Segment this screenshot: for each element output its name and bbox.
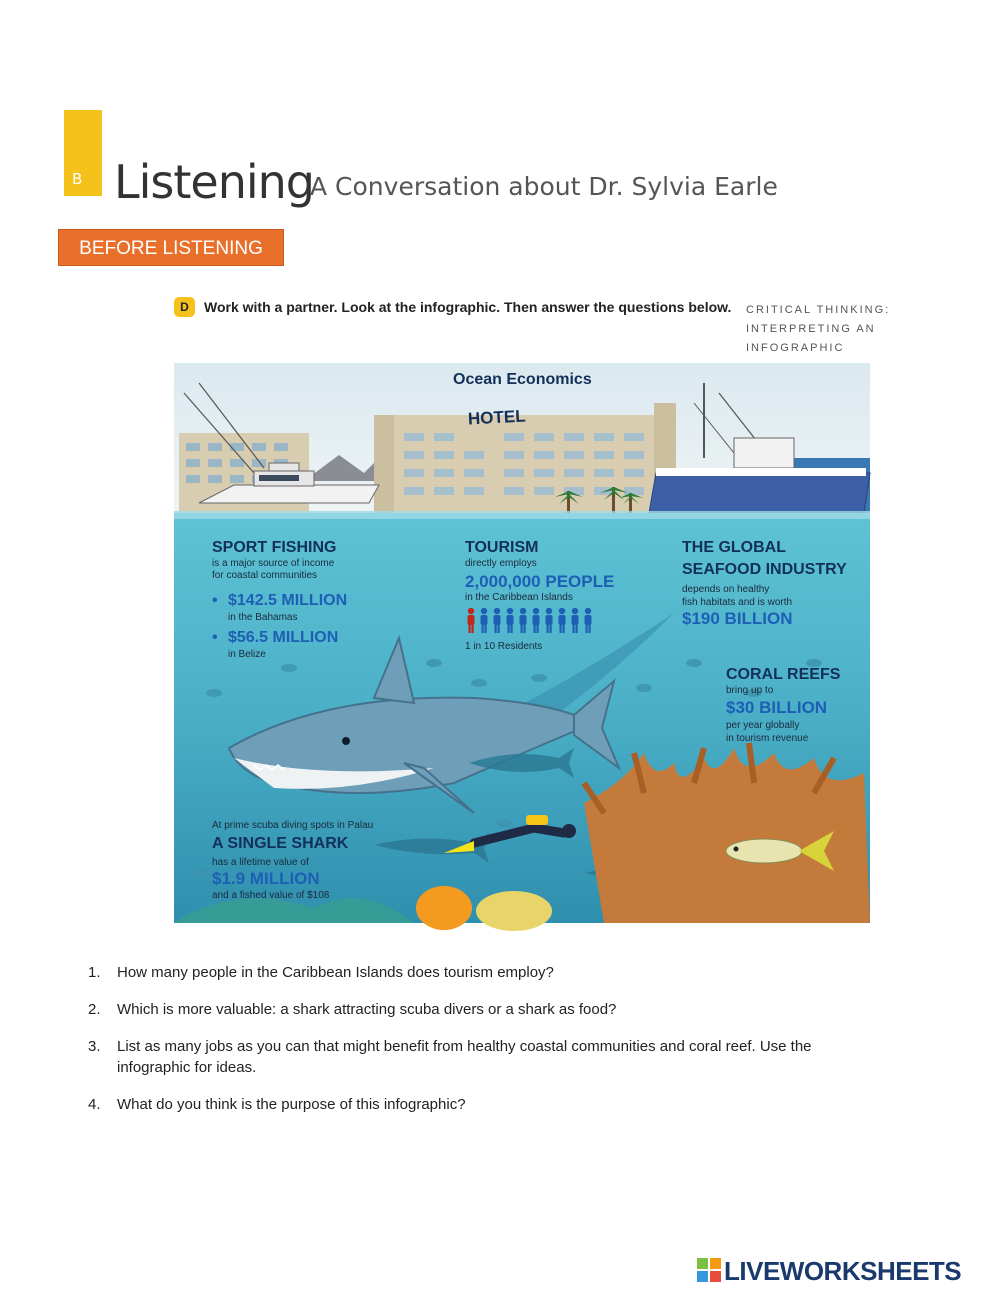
bahamas-value: $142.5 MILLION (228, 592, 348, 609)
section-letter: B (72, 170, 83, 188)
question-number: 2. (88, 1001, 101, 1018)
question-number: 1. (88, 964, 101, 981)
tourism-text2: in the Caribbean Islands (465, 592, 573, 603)
question-text: List as many jobs as you can that might benefit from healthy coastal communities and coral reef. Use the infographic for ideas. (117, 1038, 812, 1076)
belize-value: $56.5 MILLION (228, 629, 339, 646)
section-subtitle: A Conversation about Dr. Sylvia Earle (310, 172, 778, 201)
belize-bullet: • (212, 629, 218, 646)
seafood-text2: fish habitats and is worth (682, 597, 793, 608)
question-text: How many people in the Caribbean Islands does tourism employ? (117, 964, 554, 981)
belize-label: in Belize (228, 649, 266, 660)
coral-value: $30 BILLION (726, 698, 828, 717)
sport-fishing-heading: SPORT FISHING (212, 539, 337, 556)
ocean-economics-infographic (174, 363, 870, 923)
coral-text3: in tourism revenue (726, 733, 809, 744)
hotel-sign: HOTEL (467, 406, 527, 429)
butterfly-fish (416, 886, 472, 930)
seafood-text1: depends on healthy (682, 584, 770, 595)
question-text: What do you think is the purpose of this infographic? (117, 1096, 466, 1113)
logo-blocks-icon (697, 1258, 721, 1282)
shark-value: $1.9 MILLION (212, 869, 320, 888)
sport-fishing-text1: is a major source of income (212, 558, 335, 569)
tourism-heading: TOURISM (465, 539, 539, 556)
coral-text2: per year globally (726, 720, 800, 731)
tourism-value: 2,000,000 PEOPLE (465, 572, 615, 591)
question-number: 3. (88, 1038, 101, 1055)
seafood-heading1: THE GLOBAL (682, 539, 786, 556)
infographic-title: Ocean Economics (453, 371, 592, 388)
question-item (88, 1094, 888, 1115)
bahamas-bullet: • (212, 592, 218, 609)
critical-thinking-line1: CRITICAL THINKING: (746, 304, 891, 316)
shark-heading: A SINGLE SHARK (212, 835, 349, 852)
coral-heading: CORAL REEFS (726, 666, 841, 683)
critical-thinking-line3: INFOGRAPHIC (746, 342, 845, 354)
question-text: Which is more valuable: a shark attracting scuba divers or a shark as food? (117, 1001, 617, 1018)
question-item (88, 962, 888, 983)
critical-thinking-note (746, 301, 891, 358)
question-list (88, 962, 888, 1131)
seafood-heading2: SEAFOOD INDUSTRY (682, 561, 847, 578)
sport-fishing-text2: for coastal communities (212, 570, 318, 581)
tourism-ratio: 1 in 10 Residents (465, 641, 543, 652)
seafood-value: $190 BILLION (682, 609, 793, 628)
section-title: Listening (114, 155, 314, 209)
activity-badge: D (174, 297, 195, 317)
logo-text: LIVEWORKSHEETS (724, 1256, 962, 1286)
activity-instruction: Work with a partner. Look at the infographic. Then answer the questions below. (204, 299, 732, 315)
shark-text2: has a lifetime value of (212, 857, 309, 868)
shark-text1: At prime scuba diving spots in Palau (212, 820, 374, 831)
shark-text3: and a fished value of $108 (212, 890, 330, 901)
question-item (88, 999, 888, 1020)
seabed-coral (476, 891, 552, 931)
before-listening-label: BEFORE LISTENING (58, 229, 284, 266)
coral-text1: bring up to (726, 685, 774, 696)
tourism-text1: directly employs (465, 558, 537, 569)
critical-thinking-line2: INTERPRETING AN (746, 323, 876, 335)
question-number: 4. (88, 1096, 101, 1113)
section-color-bar (64, 110, 102, 196)
bahamas-label: in the Bahamas (228, 612, 298, 623)
question-item (88, 1036, 888, 1078)
